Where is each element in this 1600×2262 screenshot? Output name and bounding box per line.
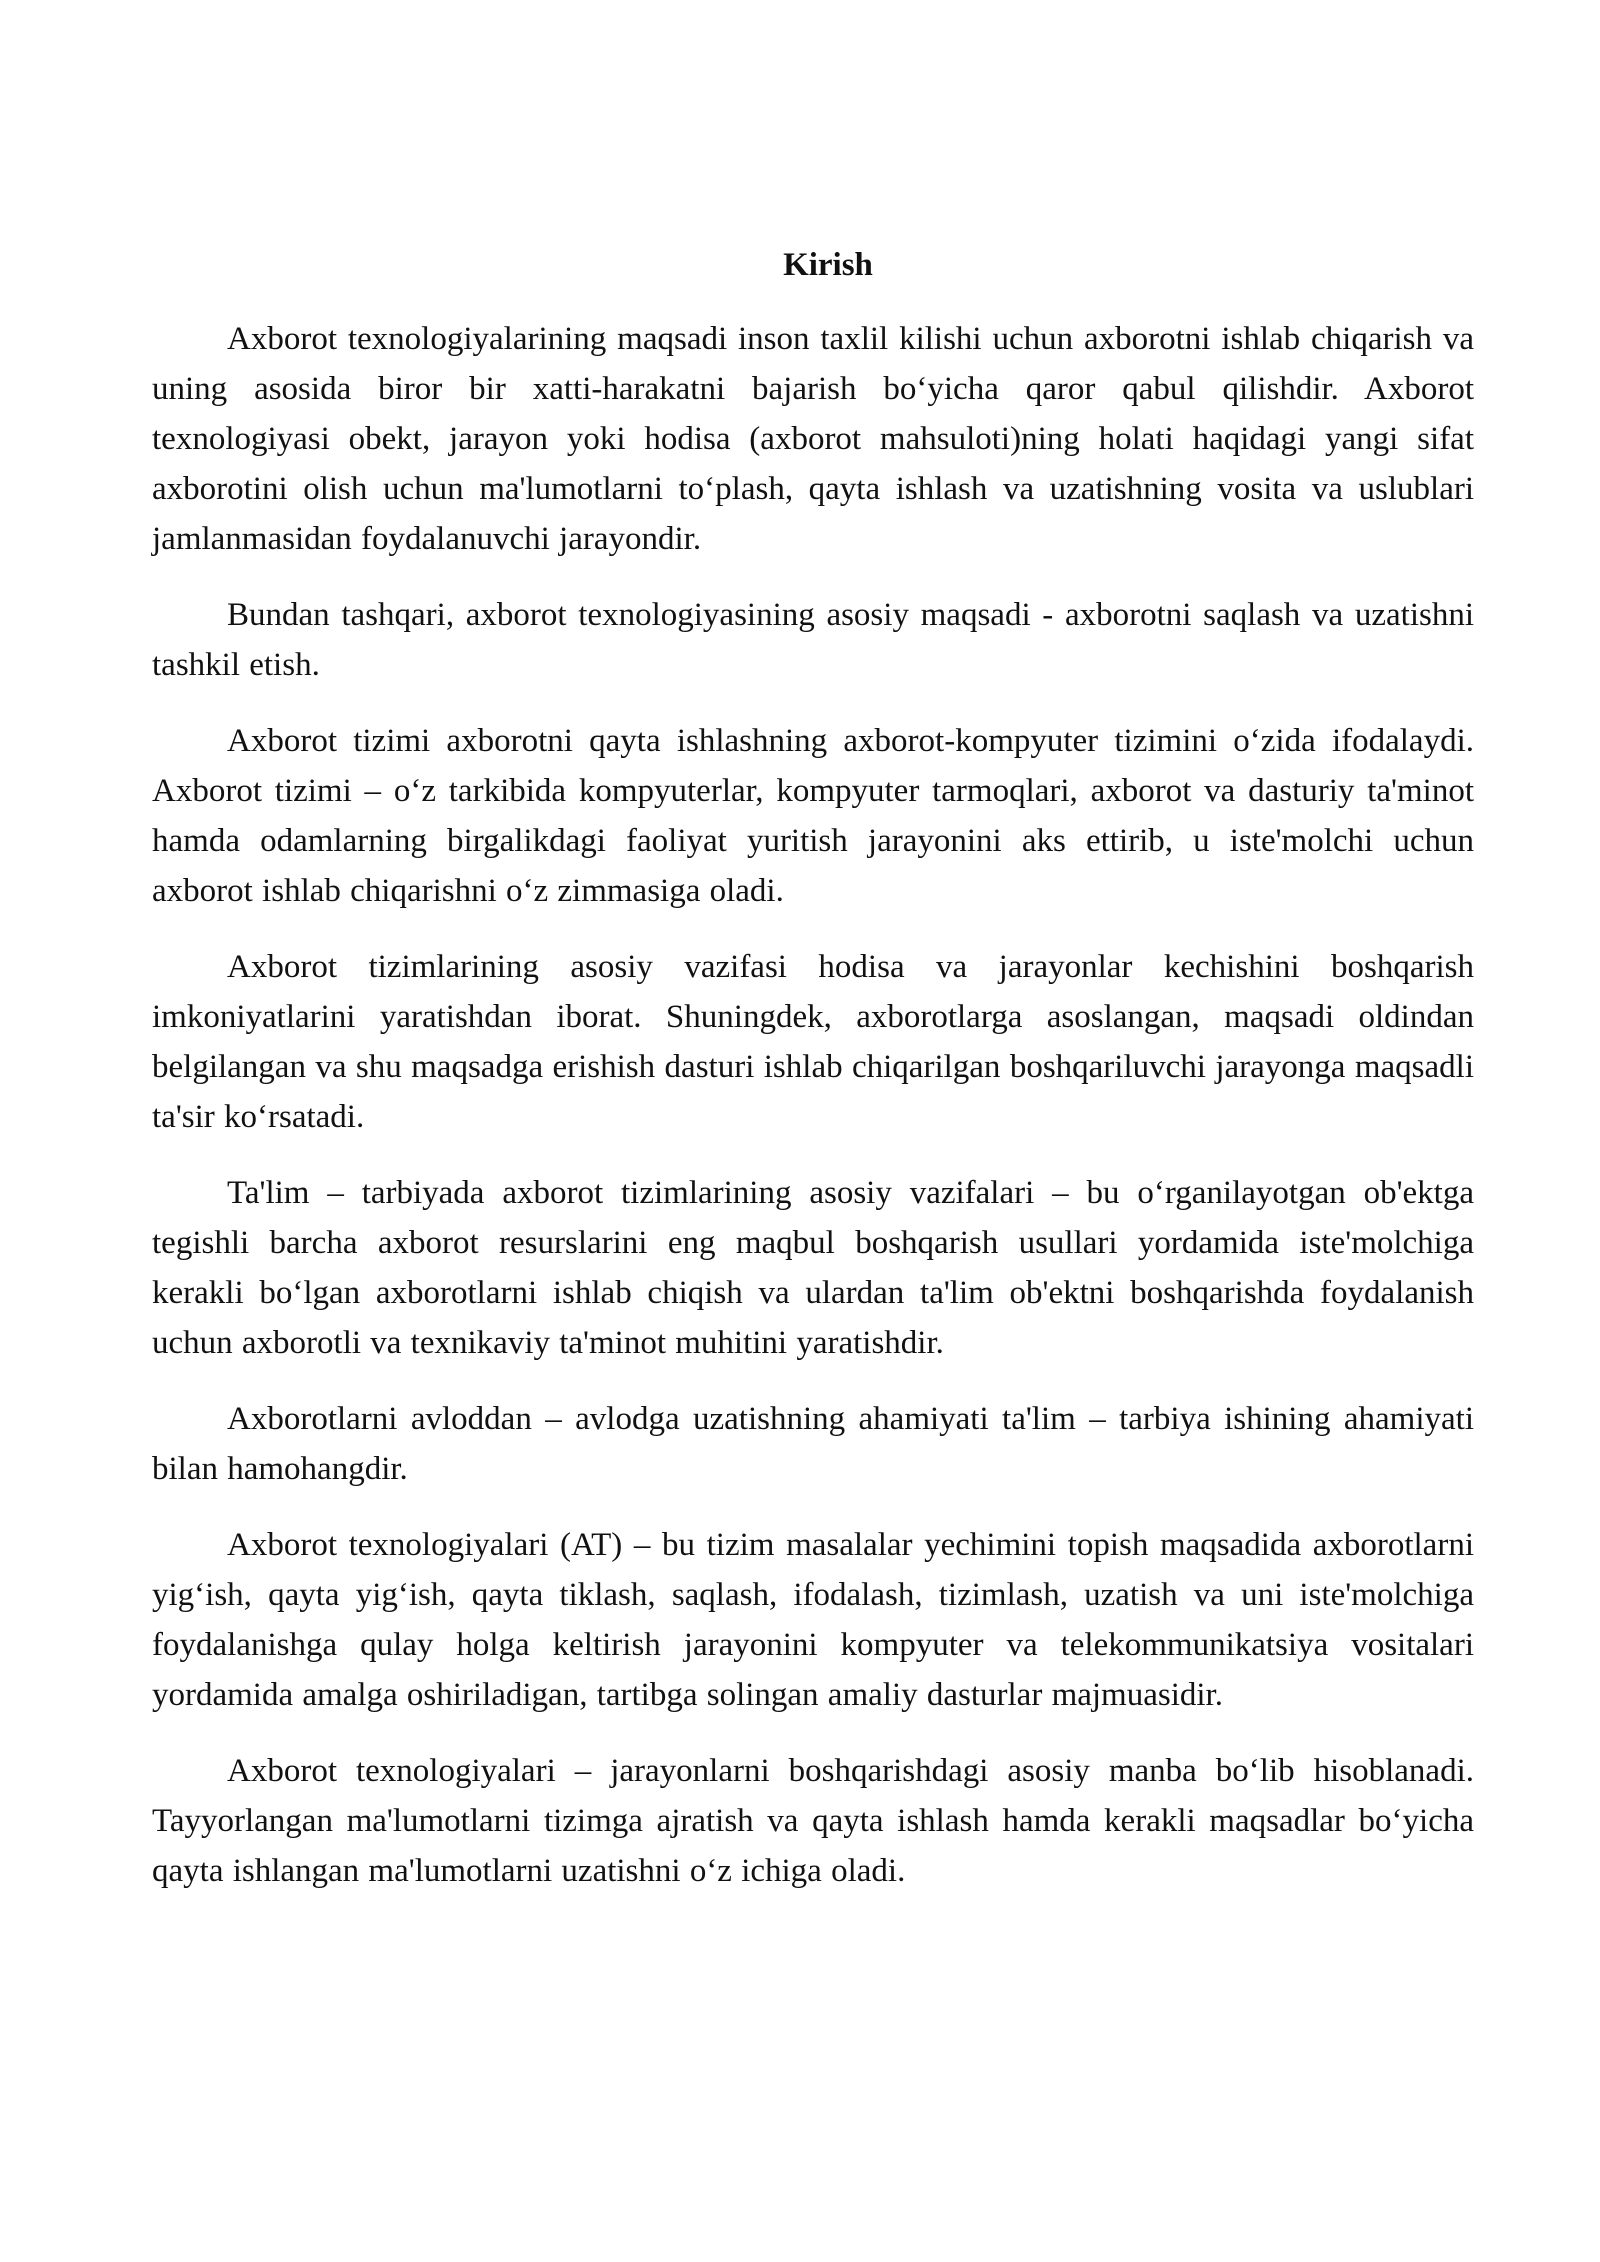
paragraph-1: Axborot texnologiyalarining maqsadi inson taxlil kilishi uchun axborotni ishlab chiqarish va uning asosida biror bir xatti-harakatni bajarish bo‘yicha qaror qabul qilishdir. Axborot texnologiyasi obekt, jarayon yoki hodisa (axborot mahsuloti)ning holati haqidagi yangi sifat axborotini olish uchun ma'lumotlarni to‘plash, qayta ishlash va uzatishning vosita va uslublari jamlanmasidan foydalanuvchi jarayondir. [152, 321, 1474, 557]
paragraph-8: Axborot texnologiyalari – jarayonlarni boshqarishdagi asosiy manba bo‘lib hisoblanadi. Tayyorlangan ma'lumotlarni tizimga ajratish va qayta ishlash hamda kerakli maqsadlar bo‘yicha qayta ishlangan ma'lumotlarni uzatishni o‘z ichiga oladi. [152, 1753, 1474, 1889]
paragraph-6: Axborotlarni avloddan – avlodga uzatishning ahamiyati ta'lim – tarbiya ishining ahamiyati bilan hamohangdir. [152, 1401, 1474, 1487]
paragraph-3: Axborot tizimi axborotni qayta ishlashning axborot-kompyuter tizimini o‘zida ifodalaydi. Axborot tizimi – o‘z tarkibida kompyuterlar, kompyuter tarmoqlari, axborot va dasturiy ta'minot hamda odamlarning birgalikdagi faoliyat yuritish jarayonini aks ettirib, u iste'molchi uchun axborot ishlab chiqarishni o‘z zimmasiga oladi. [152, 723, 1474, 909]
document-page [152, 240, 1474, 1922]
paragraph-2: Bundan tashqari, axborot texnologiyasining asosiy maqsadi - axborotni saqlash va uzatishni tashkil etish. [152, 597, 1474, 683]
document-title: Kirish [783, 247, 873, 283]
paragraph-4: Axborot tizimlarining asosiy vazifasi hodisa va jarayonlar kechishini boshqarish imkoniyatlarini yaratishdan iborat. Shuningdek, axborotlarga asoslangan, maqsadi oldindan belgilangan va shu maqsadga erishish dasturi ishlab chiqarilgan boshqariluvchi jarayonga maqsadli ta'sir ko‘rsatadi. [152, 949, 1474, 1135]
paragraph-7: Axborot texnologiyalari (AT) – bu tizim masalalar yechimini topish maqsadida axborotlarni yig‘ish, qayta yig‘ish, qayta tiklash, saqlash, ifodalash, tizimlash, uzatish va uni iste'molchiga foydalanishga qulay holga keltirish jarayonini kompyuter va telekommunikatsiya vositalari yordamida amalga oshiriladigan, tartibga solingan amaliy dasturlar majmuasidir. [152, 1527, 1474, 1713]
paragraph-5: Ta'lim – tarbiyada axborot tizimlarining asosiy vazifalari – bu o‘rganilayotgan ob'ektga tegishli barcha axborot resurslarini eng maqbul boshqarish usullari yordamida iste'molchiga kerakli bo‘lgan axborotlarni ishlab chiqish va ulardan ta'lim ob'ektni boshqarishda foydalanish uchun axborotli va texnikaviy ta'minot muhitini yaratishdir. [152, 1175, 1474, 1361]
